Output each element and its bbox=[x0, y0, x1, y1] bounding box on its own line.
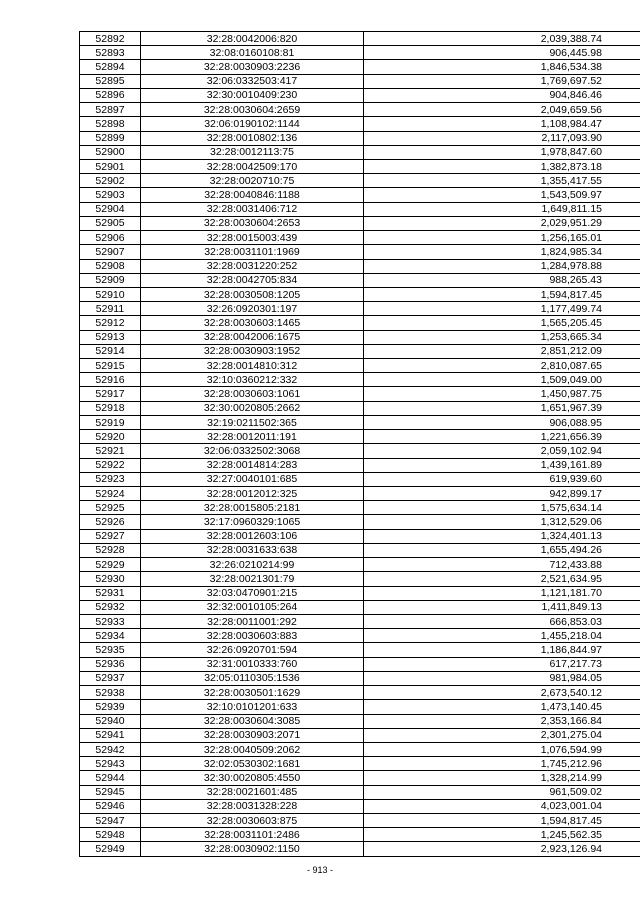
table-row bbox=[80, 714, 640, 728]
cadastral-number-cell: 32:06:0332502:3068 bbox=[141, 444, 364, 458]
cadastral-number-cell: 32:28:0030903:2236 bbox=[141, 60, 364, 74]
cadastral-number-cell: 32:28:0040509:2062 bbox=[141, 742, 364, 756]
row-number-cell: 52928 bbox=[80, 543, 141, 557]
row-number-cell: 52893 bbox=[80, 46, 141, 60]
table-row bbox=[80, 273, 640, 287]
table-row bbox=[80, 600, 640, 614]
cadastral-number-cell: 32:28:0030603:1465 bbox=[141, 316, 364, 330]
row-number-cell: 52943 bbox=[80, 757, 141, 771]
cadastral-value-cell: 1,824,985.34 bbox=[364, 245, 640, 259]
row-number-cell: 52904 bbox=[80, 202, 141, 216]
cadastral-number-cell: 32:30:0020805:2662 bbox=[141, 401, 364, 415]
cadastral-value-cell: 2,353,166.84 bbox=[364, 714, 640, 728]
cadastral-value-cell: 1,256,165.01 bbox=[364, 231, 640, 245]
row-number-cell: 52935 bbox=[80, 643, 141, 657]
cadastral-value-cell: 2,810,087.65 bbox=[364, 359, 640, 373]
cadastral-value-cell: 1,509,049.00 bbox=[364, 373, 640, 387]
cadastral-value-cell: 2,301,275.04 bbox=[364, 728, 640, 742]
row-number-cell: 52942 bbox=[80, 742, 141, 756]
cadastral-number-cell: 32:28:0042006:820 bbox=[141, 32, 364, 46]
table-row bbox=[80, 643, 640, 657]
row-number-cell: 52937 bbox=[80, 671, 141, 685]
cadastral-number-cell: 32:30:0020805:4550 bbox=[141, 771, 364, 785]
cadastral-value-cell: 2,117,093.90 bbox=[364, 131, 640, 145]
cadastral-number-cell: 32:28:0021601:485 bbox=[141, 785, 364, 799]
table-row bbox=[80, 686, 640, 700]
cadastral-value-cell: 2,059,102.94 bbox=[364, 444, 640, 458]
row-number-cell: 52926 bbox=[80, 515, 141, 529]
table-row bbox=[80, 46, 640, 60]
cadastral-value-cell: 2,521,634.95 bbox=[364, 572, 640, 586]
cadastral-value-cell: 1,355,417.55 bbox=[364, 174, 640, 188]
cadastral-value-cell: 2,049,659.56 bbox=[364, 103, 640, 117]
row-number-cell: 52910 bbox=[80, 287, 141, 301]
table-row bbox=[80, 188, 640, 202]
row-number-cell: 52927 bbox=[80, 529, 141, 543]
cadastral-value-cell: 1,324,401.13 bbox=[364, 529, 640, 543]
row-number-cell: 52931 bbox=[80, 586, 141, 600]
row-number-cell: 52925 bbox=[80, 501, 141, 515]
cadastral-number-cell: 32:28:0030903:1952 bbox=[141, 344, 364, 358]
table-row bbox=[80, 216, 640, 230]
table-row bbox=[80, 159, 640, 173]
cadastral-value-cell: 1,473,140.45 bbox=[364, 700, 640, 714]
table-row bbox=[80, 444, 640, 458]
row-number-cell: 52898 bbox=[80, 117, 141, 131]
cadastral-number-cell: 32:19:0211502:365 bbox=[141, 415, 364, 429]
cadastral-number-cell: 32:32:0010105:264 bbox=[141, 600, 364, 614]
cadastral-number-cell: 32:05:0110305:1536 bbox=[141, 671, 364, 685]
row-number-cell: 52900 bbox=[80, 145, 141, 159]
cadastral-number-cell: 32:08:0160108:81 bbox=[141, 46, 364, 60]
table-row bbox=[80, 728, 640, 742]
table-row bbox=[80, 501, 640, 515]
table-row bbox=[80, 131, 640, 145]
cadastral-number-cell: 32:31:0010333:760 bbox=[141, 657, 364, 671]
cadastral-number-cell: 32:28:0042509:170 bbox=[141, 159, 364, 173]
cadastral-value-cell: 1,594,817.45 bbox=[364, 287, 640, 301]
cadastral-value-cell: 1,450,987.75 bbox=[364, 387, 640, 401]
cadastral-value-cell: 1,284,978.88 bbox=[364, 259, 640, 273]
cadastral-value-cell: 4,023,001.04 bbox=[364, 799, 640, 813]
table-row bbox=[80, 742, 640, 756]
cadastral-value-cell: 1,978,847.60 bbox=[364, 145, 640, 159]
row-number-cell: 52944 bbox=[80, 771, 141, 785]
row-number-cell: 52933 bbox=[80, 614, 141, 628]
cadastral-number-cell: 32:28:0040846:1188 bbox=[141, 188, 364, 202]
cadastral-value-cell: 2,673,540.12 bbox=[364, 686, 640, 700]
table-row bbox=[80, 458, 640, 472]
cadastral-number-cell: 32:28:0031406:712 bbox=[141, 202, 364, 216]
row-number-cell: 52922 bbox=[80, 458, 141, 472]
cadastral-value-cell: 1,745,212.96 bbox=[364, 757, 640, 771]
cadastral-value-cell: 1,651,967.39 bbox=[364, 401, 640, 415]
table-row bbox=[80, 771, 640, 785]
table-row bbox=[80, 487, 640, 501]
cadastral-number-cell: 32:10:0360212:332 bbox=[141, 373, 364, 387]
cadastral-number-cell: 32:06:0332503:417 bbox=[141, 74, 364, 88]
cadastral-number-cell: 32:28:0042006:1675 bbox=[141, 330, 364, 344]
table-row bbox=[80, 145, 640, 159]
cadastral-number-cell: 32:28:0012011:191 bbox=[141, 430, 364, 444]
row-number-cell: 52892 bbox=[80, 32, 141, 46]
table-row bbox=[80, 231, 640, 245]
cadastral-value-cell: 1,846,534.38 bbox=[364, 60, 640, 74]
cadastral-value-cell: 1,543,509.97 bbox=[364, 188, 640, 202]
cadastral-value-cell: 666,853.03 bbox=[364, 614, 640, 628]
cadastral-value-cell: 1,455,218.04 bbox=[364, 629, 640, 643]
cadastral-value-cell: 1,649,811.15 bbox=[364, 202, 640, 216]
row-number-cell: 52911 bbox=[80, 302, 141, 316]
table-row bbox=[80, 529, 640, 543]
cadastral-value-cell: 1,108,984.47 bbox=[364, 117, 640, 131]
cadastral-value-cell: 2,039,388.74 bbox=[364, 32, 640, 46]
cadastral-value-cell: 961,509.02 bbox=[364, 785, 640, 799]
cadastral-number-cell: 32:28:0030603:883 bbox=[141, 629, 364, 643]
row-number-cell: 52947 bbox=[80, 814, 141, 828]
cadastral-value-cell: 1,594,817.45 bbox=[364, 814, 640, 828]
table-row bbox=[80, 373, 640, 387]
cadastral-number-cell: 32:03:0470901:215 bbox=[141, 586, 364, 600]
cadastral-number-cell: 32:28:0031328:228 bbox=[141, 799, 364, 813]
cadastral-value-cell: 1,411,849.13 bbox=[364, 600, 640, 614]
table-row bbox=[80, 387, 640, 401]
table-row bbox=[80, 202, 640, 216]
row-number-cell: 52912 bbox=[80, 316, 141, 330]
cadastral-number-cell: 32:28:0021301:79 bbox=[141, 572, 364, 586]
cadastral-number-cell: 32:28:0031101:2486 bbox=[141, 828, 364, 842]
row-number-cell: 52945 bbox=[80, 785, 141, 799]
row-number-cell: 52948 bbox=[80, 828, 141, 842]
table-row bbox=[80, 430, 640, 444]
row-number-cell: 52932 bbox=[80, 600, 141, 614]
table-row bbox=[80, 117, 640, 131]
table-row bbox=[80, 757, 640, 771]
cadastral-value-cell: 1,121,181.70 bbox=[364, 586, 640, 600]
cadastral-value-cell: 1,221,656.39 bbox=[364, 430, 640, 444]
cadastral-value-cell: 1,186,844.97 bbox=[364, 643, 640, 657]
cadastral-number-cell: 32:10:0101201:633 bbox=[141, 700, 364, 714]
row-number-cell: 52913 bbox=[80, 330, 141, 344]
cadastral-number-cell: 32:28:0015003:439 bbox=[141, 231, 364, 245]
row-number-cell: 52908 bbox=[80, 259, 141, 273]
cadastral-value-cell: 1,439,161.89 bbox=[364, 458, 640, 472]
row-number-cell: 52946 bbox=[80, 799, 141, 813]
cadastral-value-cell: 1,655,494.26 bbox=[364, 543, 640, 557]
row-number-cell: 52939 bbox=[80, 700, 141, 714]
cadastral-value-cell: 1,575,634.14 bbox=[364, 501, 640, 515]
page-number: - 913 - bbox=[306, 865, 333, 875]
row-number-cell: 52903 bbox=[80, 188, 141, 202]
table-row bbox=[80, 302, 640, 316]
cadastral-value-cell: 1,328,214.99 bbox=[364, 771, 640, 785]
cadastral-number-cell: 32:28:0012603:106 bbox=[141, 529, 364, 543]
row-number-cell: 52897 bbox=[80, 103, 141, 117]
cadastral-value-cell: 1,245,562.35 bbox=[364, 828, 640, 842]
row-number-cell: 52938 bbox=[80, 686, 141, 700]
table-row bbox=[80, 842, 640, 856]
row-number-cell: 52940 bbox=[80, 714, 141, 728]
row-number-cell: 52895 bbox=[80, 74, 141, 88]
row-number-cell: 52914 bbox=[80, 344, 141, 358]
table-row bbox=[80, 586, 640, 600]
row-number-cell: 52901 bbox=[80, 159, 141, 173]
row-number-cell: 52941 bbox=[80, 728, 141, 742]
row-number-cell: 52917 bbox=[80, 387, 141, 401]
table-row bbox=[80, 629, 640, 643]
row-number-cell: 52934 bbox=[80, 629, 141, 643]
cadastral-number-cell: 32:28:0030902:1150 bbox=[141, 842, 364, 856]
row-number-cell: 52905 bbox=[80, 216, 141, 230]
table-row bbox=[80, 32, 640, 46]
table-body bbox=[80, 32, 640, 857]
cadastral-number-cell: 32:28:0030603:1061 bbox=[141, 387, 364, 401]
table-row bbox=[80, 657, 640, 671]
cadastral-value-cell: 1,076,594.99 bbox=[364, 742, 640, 756]
table-row bbox=[80, 828, 640, 842]
table-row bbox=[80, 88, 640, 102]
table-row bbox=[80, 60, 640, 74]
table-row bbox=[80, 330, 640, 344]
cadastral-number-cell: 32:28:0030603:875 bbox=[141, 814, 364, 828]
row-number-cell: 52916 bbox=[80, 373, 141, 387]
table-row bbox=[80, 259, 640, 273]
table-row bbox=[80, 814, 640, 828]
cadastral-number-cell: 32:28:0020710:75 bbox=[141, 174, 364, 188]
row-number-cell: 52907 bbox=[80, 245, 141, 259]
row-number-cell: 52899 bbox=[80, 131, 141, 145]
cadastral-number-cell: 32:28:0030604:2653 bbox=[141, 216, 364, 230]
row-number-cell: 52915 bbox=[80, 359, 141, 373]
cadastral-value-cell: 906,088.95 bbox=[364, 415, 640, 429]
table-row bbox=[80, 543, 640, 557]
cadastral-number-cell: 32:26:0920301:197 bbox=[141, 302, 364, 316]
row-number-cell: 52920 bbox=[80, 430, 141, 444]
cadastral-number-cell: 32:28:0014814:283 bbox=[141, 458, 364, 472]
cadastral-value-cell: 942,899.17 bbox=[364, 487, 640, 501]
cadastral-number-cell: 32:30:0010409:230 bbox=[141, 88, 364, 102]
cadastral-value-cell: 617,217.73 bbox=[364, 657, 640, 671]
cadastral-number-cell: 32:26:0210214:99 bbox=[141, 558, 364, 572]
cadastral-number-cell: 32:17:0960329:1065 bbox=[141, 515, 364, 529]
cadastral-number-cell: 32:28:0030501:1629 bbox=[141, 686, 364, 700]
cadastral-value-cell: 2,851,212.09 bbox=[364, 344, 640, 358]
table-row bbox=[80, 572, 640, 586]
cadastral-number-cell: 32:28:0030903:2071 bbox=[141, 728, 364, 742]
row-number-cell: 52902 bbox=[80, 174, 141, 188]
cadastral-number-cell: 32:28:0012012:325 bbox=[141, 487, 364, 501]
table-row bbox=[80, 671, 640, 685]
table-row bbox=[80, 785, 640, 799]
cadastral-value-cell: 1,382,873.18 bbox=[364, 159, 640, 173]
cadastral-number-cell: 32:26:0920701:594 bbox=[141, 643, 364, 657]
table-row bbox=[80, 472, 640, 486]
row-number-cell: 52930 bbox=[80, 572, 141, 586]
cadastral-value-cell: 1,312,529.06 bbox=[364, 515, 640, 529]
table-row bbox=[80, 245, 640, 259]
cadastral-value-cell: 712,433.88 bbox=[364, 558, 640, 572]
table-row bbox=[80, 700, 640, 714]
cadastral-number-cell: 32:28:0012113:75 bbox=[141, 145, 364, 159]
row-number-cell: 52918 bbox=[80, 401, 141, 415]
cadastral-value-cell: 2,029,951.29 bbox=[364, 216, 640, 230]
row-number-cell: 52929 bbox=[80, 558, 141, 572]
cadastral-number-cell: 32:28:0015805:2181 bbox=[141, 501, 364, 515]
cadastral-value-cell: 1,565,205.45 bbox=[364, 316, 640, 330]
cadastral-number-cell: 32:02:0530302:1681 bbox=[141, 757, 364, 771]
table-row bbox=[80, 287, 640, 301]
table-row bbox=[80, 401, 640, 415]
cadastral-number-cell: 32:06:0190102:1144 bbox=[141, 117, 364, 131]
row-number-cell: 52923 bbox=[80, 472, 141, 486]
row-number-cell: 52909 bbox=[80, 273, 141, 287]
table-row bbox=[80, 515, 640, 529]
row-number-cell: 52906 bbox=[80, 231, 141, 245]
cadastral-value-cell: 619,939.60 bbox=[364, 472, 640, 486]
cadastral-number-cell: 32:28:0014810:312 bbox=[141, 359, 364, 373]
cadastral-number-cell: 32:28:0030508:1205 bbox=[141, 287, 364, 301]
cadastral-value-cell: 2,923,126.94 bbox=[364, 842, 640, 856]
cadastral-value-cell: 988,265.43 bbox=[364, 273, 640, 287]
cadastral-number-cell: 32:28:0010802:136 bbox=[141, 131, 364, 145]
cadastral-value-cell: 906,445.98 bbox=[364, 46, 640, 60]
row-number-cell: 52894 bbox=[80, 60, 141, 74]
table-row bbox=[80, 74, 640, 88]
cadastral-value-cell: 1,253,665.34 bbox=[364, 330, 640, 344]
row-number-cell: 52921 bbox=[80, 444, 141, 458]
table-row bbox=[80, 614, 640, 628]
cadastral-number-cell: 32:28:0031633:638 bbox=[141, 543, 364, 557]
cadastral-value-cell: 904,846.46 bbox=[364, 88, 640, 102]
table-row bbox=[80, 799, 640, 813]
cadastral-number-cell: 32:28:0031101:1969 bbox=[141, 245, 364, 259]
cadastral-value-table bbox=[79, 31, 640, 857]
cadastral-value-cell: 1,769,697.52 bbox=[364, 74, 640, 88]
row-number-cell: 52949 bbox=[80, 842, 141, 856]
table-row bbox=[80, 174, 640, 188]
table-row bbox=[80, 316, 640, 330]
cadastral-value-cell: 981,984.05 bbox=[364, 671, 640, 685]
cadastral-number-cell: 32:28:0011001:292 bbox=[141, 614, 364, 628]
cadastral-value-cell: 1,177,499.74 bbox=[364, 302, 640, 316]
row-number-cell: 52896 bbox=[80, 88, 141, 102]
table-row bbox=[80, 103, 640, 117]
cadastral-number-cell: 32:28:0042705:834 bbox=[141, 273, 364, 287]
row-number-cell: 52924 bbox=[80, 487, 141, 501]
row-number-cell: 52919 bbox=[80, 415, 141, 429]
cadastral-number-cell: 32:28:0030604:3085 bbox=[141, 714, 364, 728]
table-row bbox=[80, 359, 640, 373]
table-row bbox=[80, 558, 640, 572]
row-number-cell: 52936 bbox=[80, 657, 141, 671]
cadastral-number-cell: 32:28:0030604:2659 bbox=[141, 103, 364, 117]
cadastral-number-cell: 32:28:0031220:252 bbox=[141, 259, 364, 273]
table-row bbox=[80, 415, 640, 429]
cadastral-number-cell: 32:27:0040101:685 bbox=[141, 472, 364, 486]
table-row bbox=[80, 344, 640, 358]
